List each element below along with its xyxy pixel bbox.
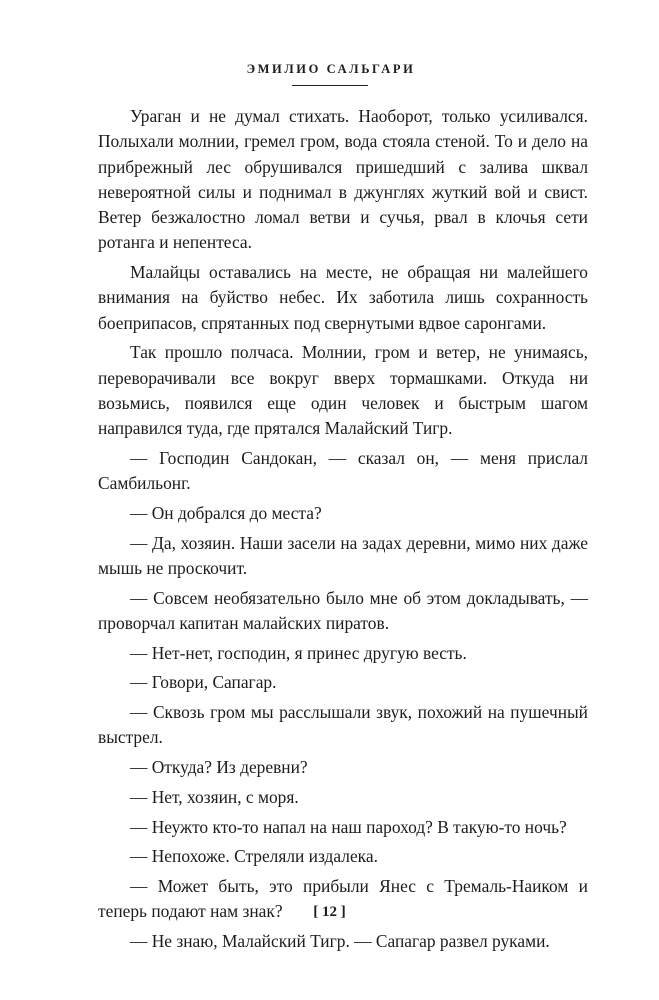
dialogue-line: — Он добрался до места? [130,502,322,523]
paragraph: Ураган и не думал стихать. Наоборот, только усиливался. Полыхали молнии, гремел гром, вода стояла стеной. То и дело на прибрежный лес обрушивался пришедший с залива шквал невероятной силы и поднимал в джунглях жуткий вой и свист. Ветер безжалостно ломал ветви и сучья, рвал в клочья сети ротанга и непентеса. [98,106,588,253]
dialogue-line: — Сквозь гром мы расслышали звук, похожий на пушечный выстрел. [98,702,588,748]
page-number: [ 12 ] [313,904,346,920]
dialogue-line: — Откуда? Из деревни? [130,757,308,777]
running-head [0,60,659,86]
dialogue-line: — Совсем необязательно было мне об этом докладывать, — проворчал капитан малайских пиратов. [98,587,588,633]
dialogue-line: — Нет-нет, господин, я принес другую весть. [130,642,467,663]
paragraph: Малайцы оставались на месте, не обращая ни малейшего внимания на буйство небес. Их заботила лишь сохранность боеприпасов, спрятанных под свернутыми вдвое саронгами. [98,262,588,333]
dialogue-line: — Нет, хозяин, с моря. [130,786,299,807]
dialogue-line: — Говори, Сапагар. [130,672,277,693]
author-name: ЭМИЛИО САЛЬГАРИ [246,62,416,76]
dialogue-line: — Может быть, это прибыли Янес с Тремаль-Наиком и теперь подают нам знак? [98,876,588,922]
dialogue-line: — Господин Сандокан, — сказал он, — меня прислал Самбильонг. [98,447,588,493]
dialogue-line: — Да, хозяин. Наши засели на задах деревни, мимо них даже мышь не проскочит. [98,532,588,578]
header-rule [292,85,368,86]
body-text [98,104,588,954]
dialogue-line: — Неужто кто-то напал на наш пароход? В такую-то ночь? [130,816,567,837]
dialogue-line: — Непохоже. Стреляли издалека. [130,846,378,867]
dialogue-line: — Не знаю, Малайский Тигр. — Сапагар развел руками. [130,931,550,951]
paragraph: Так прошло полчаса. Молнии, гром и ветер, не унимаясь, переворачивали все вокруг вверх тормашками. Откуда ни возьмись, появился еще один человек и быстрым шагом направился туда, где прятался Малайский Тигр. [98,342,588,438]
